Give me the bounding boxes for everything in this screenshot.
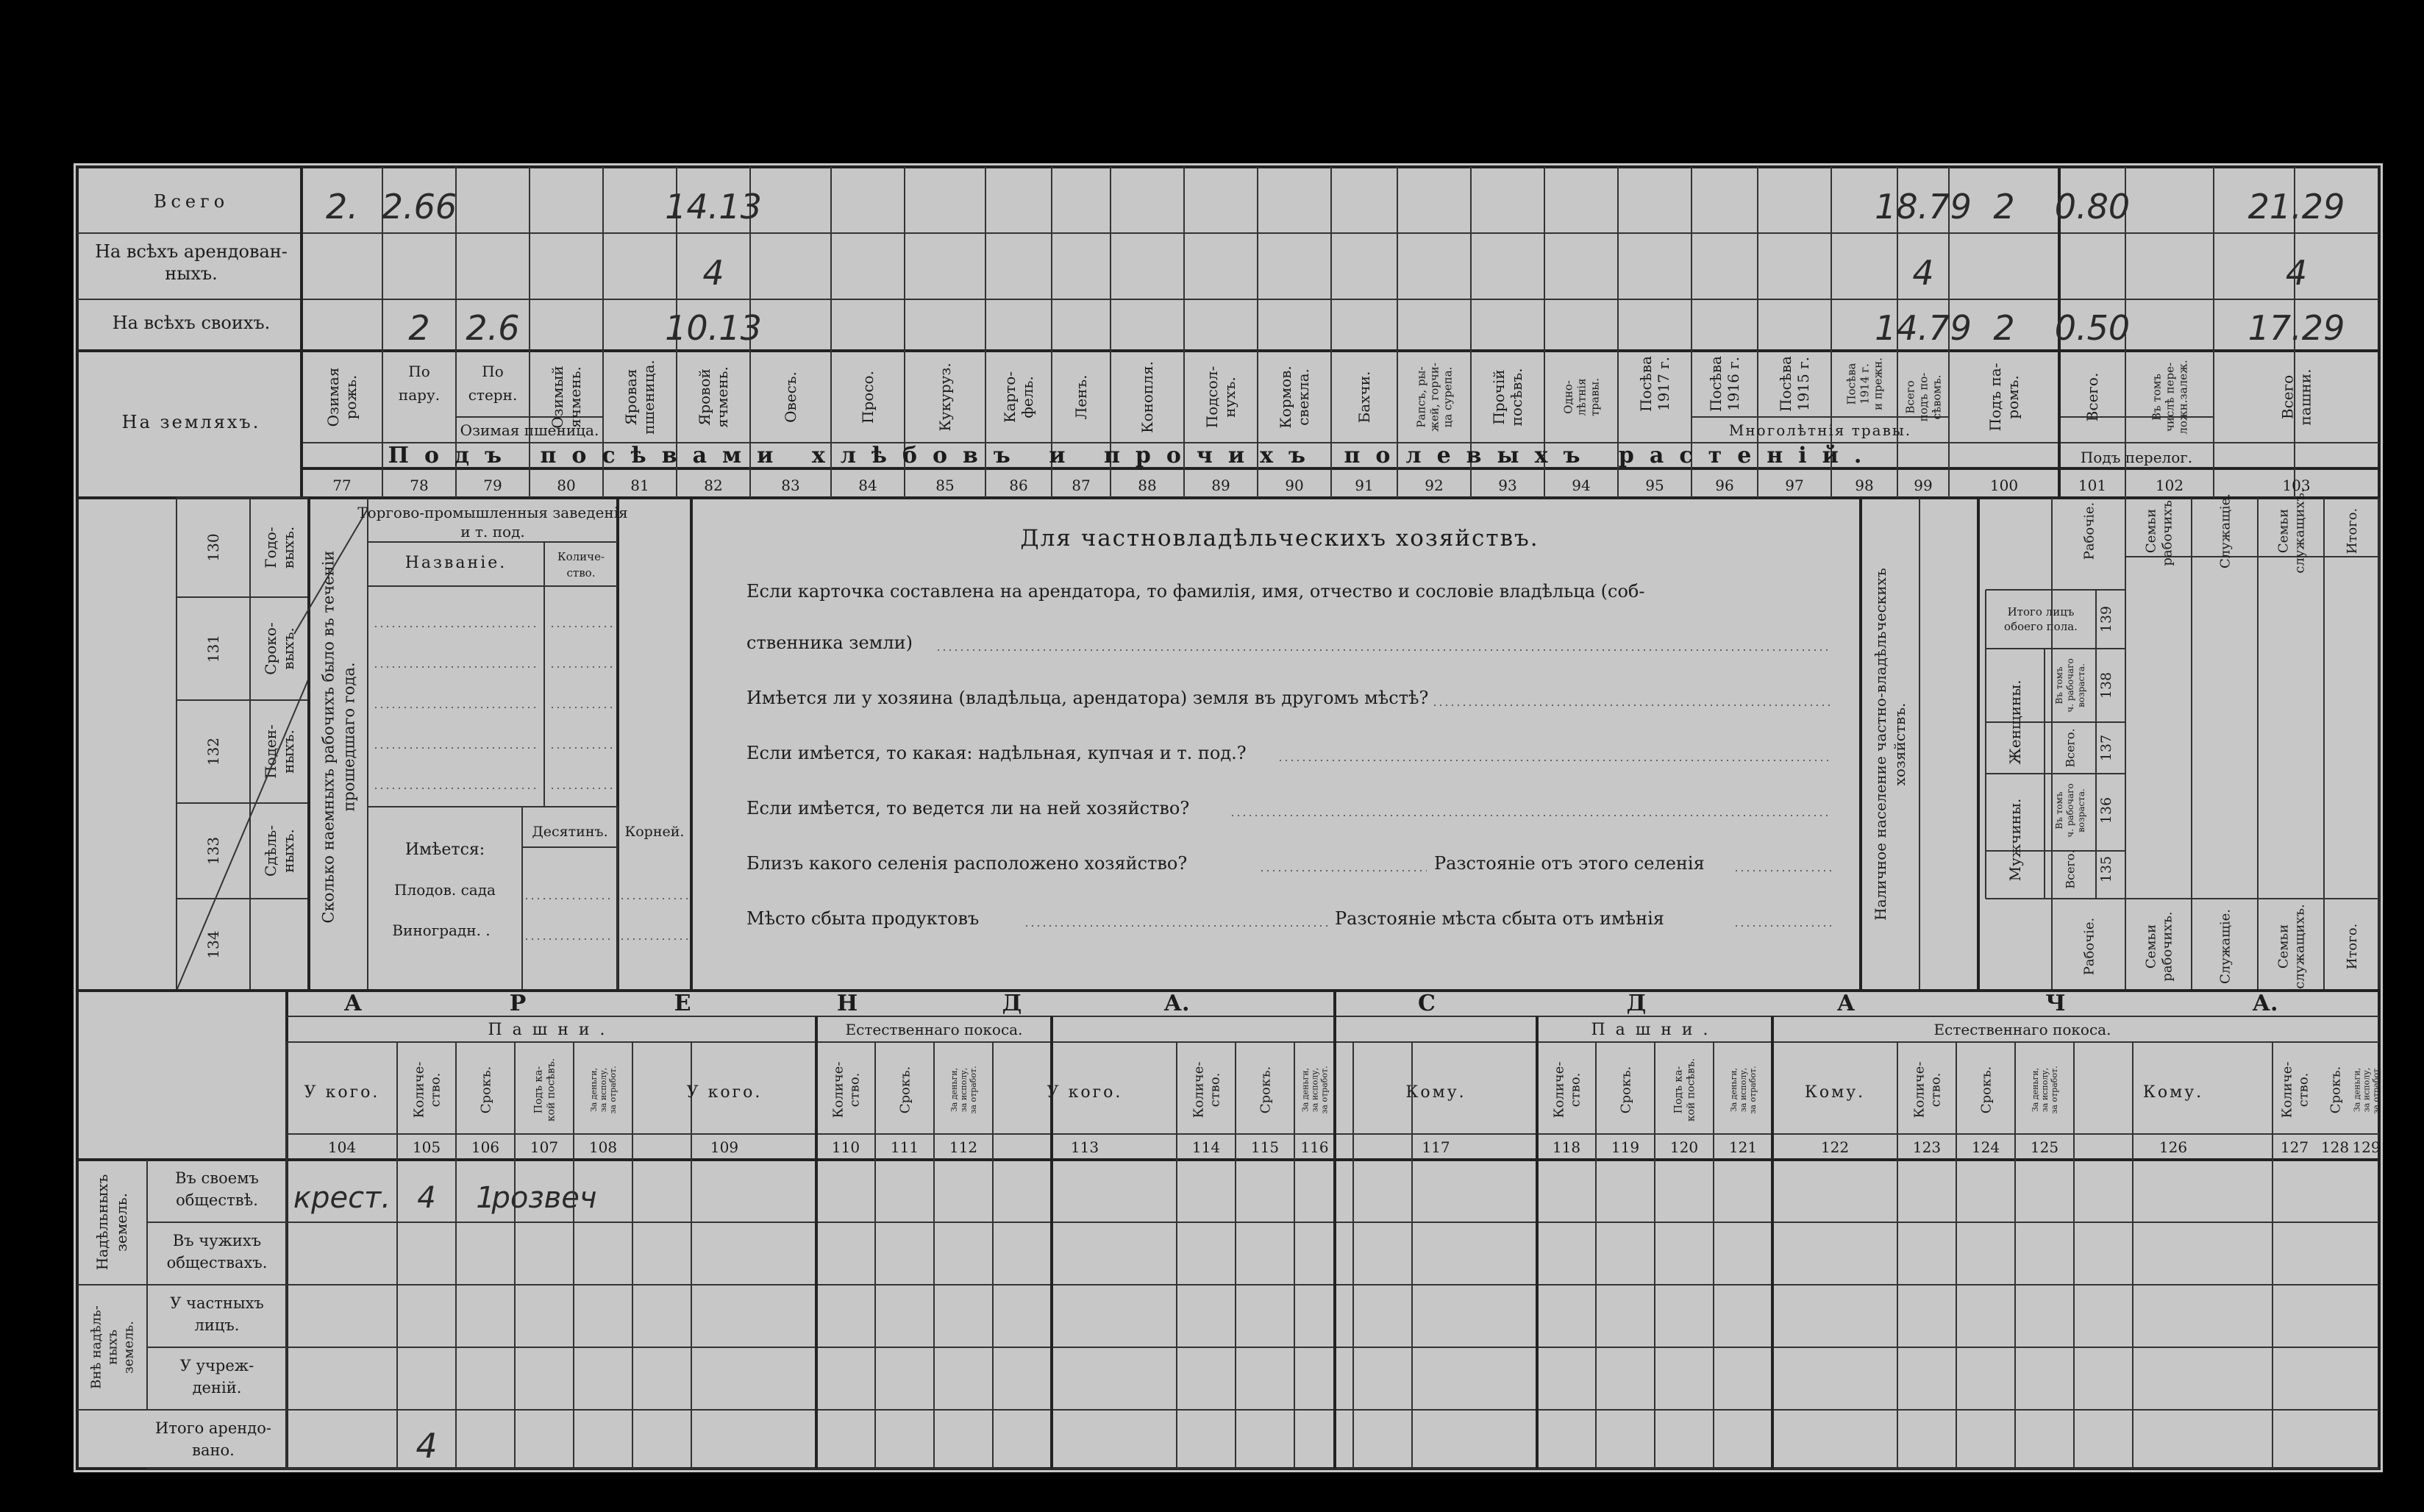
right-col-label: Семьи [2275, 508, 2292, 554]
column-number: 110 [831, 1138, 860, 1156]
crop-header: травы. [1588, 378, 1602, 416]
handwritten-value: 2.6 [466, 308, 520, 348]
column-number: 94 [1572, 477, 1591, 494]
right-col-label: Служащіе. [2217, 493, 2234, 568]
crop-header: Овесъ. [782, 371, 799, 423]
crop-header: 1916 г. [1725, 356, 1742, 412]
trade-nazvanie: Названіе. [404, 554, 507, 572]
column-number: 101 [2078, 477, 2107, 494]
hired-worker-label: выхъ. [279, 627, 297, 670]
column-number: 105 [412, 1138, 441, 1156]
column-number: 98 [1855, 477, 1874, 494]
crop-header: По [408, 363, 430, 380]
column-number: 86 [1009, 477, 1028, 494]
vinograd-label: Виноградн. . [392, 921, 491, 939]
header-za-dengi: за исполу, [1738, 1067, 1748, 1113]
header-za-dengi: За деньги, [1728, 1067, 1739, 1113]
header-za-dengi: за отработ. [607, 1066, 618, 1114]
imeetsya-label: Имѣется: [404, 841, 485, 859]
crop-header: Посѣва [1637, 356, 1655, 412]
arenda-letter: А [343, 991, 363, 1016]
column-number: 117 [1422, 1138, 1450, 1156]
form-title: Для частновладѣльческихъ хозяйствъ. [1020, 525, 1539, 552]
column-number: 139 [2098, 605, 2114, 633]
sdacha-letter: А [1836, 991, 1856, 1016]
estestv-label: Естественнаго покоса. [845, 1021, 1023, 1038]
trade-title: Торгово-промышленныя заведенія [357, 504, 628, 521]
row-label: деній. [192, 1379, 242, 1397]
header-srok: Срокъ. [897, 1066, 913, 1114]
handwritten-value: розвеч [491, 1181, 597, 1215]
column-number: 116 [1300, 1138, 1329, 1156]
crop-header: Карто- [1001, 371, 1019, 424]
column-number: 131 [204, 634, 222, 663]
pashni-label: Пашни. [1591, 1021, 1719, 1039]
column-number: 111 [890, 1138, 919, 1156]
column-number: 122 [1820, 1138, 1850, 1156]
column-number: 132 [204, 737, 222, 766]
korney-label: Корней. [624, 824, 685, 840]
crop-header: ца сурепа. [1441, 366, 1455, 428]
arenda-letter: Е [674, 991, 691, 1016]
right-col-label: Служащіе. [2217, 909, 2234, 984]
group-label-nadel: земель. [113, 1192, 130, 1252]
handwritten-value: 10.13 [665, 308, 762, 348]
crop-header: ложн.залеж. [2176, 360, 2190, 435]
header-kolichestvo: ство. [1928, 1072, 1944, 1108]
crop-header: Бахчи. [1355, 371, 1373, 424]
column-number: 109 [710, 1138, 739, 1156]
crop-header: Ленъ. [1072, 374, 1090, 420]
column-number: 136 [2098, 796, 2114, 824]
column-number: 81 [630, 477, 649, 494]
column-number: 129 [2352, 1138, 2381, 1156]
row-label: Въ чужихъ [172, 1232, 262, 1249]
crop-header: стерн. [468, 386, 518, 404]
column-number: 100 [1989, 477, 2019, 494]
band-text: Подъ посѣвами хлѣбовъ и прочихъ полевыхъ растеній. [388, 443, 1878, 468]
crop-header: 1917 г. [1655, 356, 1672, 412]
hired-worker-label: Годо- [262, 527, 279, 568]
pop-col-label: ч. рабочаго [2065, 783, 2076, 838]
column-number: 127 [2280, 1138, 2309, 1156]
hired-worker-label: Сроко- [262, 622, 279, 675]
ozimaya-pshenitsa-label: Озимая пшеница. [460, 421, 599, 439]
handwritten-value: 14.79 [1875, 308, 1972, 348]
column-number: 97 [1785, 477, 1804, 494]
hired-workers-vertical-label: прошедшаго года. [340, 662, 358, 812]
crop-header: Въ томъ [2150, 374, 2164, 421]
header-za-dengi: За деньги, [949, 1067, 959, 1113]
handwritten-value: 4 [416, 1426, 438, 1466]
pop-col-label: Въ томъ [2054, 791, 2065, 830]
pashni-label: Пашни. [488, 1021, 616, 1039]
right-col-label: Семьи [2143, 508, 2159, 554]
crop-header: пашни. [2296, 368, 2314, 426]
column-number: 84 [858, 477, 877, 494]
crop-header: Озимый [549, 365, 566, 429]
crop-header: ромъ. [2004, 375, 2022, 419]
hired-workers-vertical-label: Сколько наемныхъ рабочихъ было въ теченіи [319, 550, 338, 924]
column-number: 87 [1072, 477, 1091, 494]
crop-header: Прочій [1490, 369, 1508, 425]
handwritten-value: 2 [1993, 308, 2015, 348]
crop-header: Подсол- [1203, 365, 1221, 429]
crop-header: ячмень. [713, 366, 731, 428]
arenda-letter: Н [836, 991, 858, 1016]
crop-header: Рапсъ, ры- [1414, 366, 1428, 428]
header-kolichestvo: ство. [427, 1072, 443, 1108]
column-number: 93 [1498, 477, 1517, 494]
right-col-label: рабочихъ. [2159, 496, 2175, 566]
crop-header: сѣвомъ. [1930, 374, 1944, 420]
crop-header: Посѣва [1777, 356, 1794, 412]
handwritten-value: 18.79 [1875, 187, 1972, 227]
sdacha-letter: С [1418, 991, 1436, 1016]
column-number: 103 [2282, 477, 2311, 494]
row-label: Въ своемъ [175, 1169, 259, 1187]
crop-header: посѣвъ. [1508, 368, 1525, 427]
header-komu: Кому. [1804, 1083, 1866, 1102]
column-number: 138 [2098, 671, 2114, 699]
handwritten-value: 2.66 [381, 187, 457, 227]
handwritten-value: 2. [326, 187, 358, 227]
column-number: 137 [2098, 734, 2114, 762]
row-label: вано. [192, 1441, 235, 1459]
crop-header: Всего. [2083, 372, 2101, 422]
column-number: 92 [1425, 477, 1444, 494]
header-za-dengi: за исполу, [598, 1067, 608, 1113]
column-number: 130 [204, 533, 222, 562]
column-number: 104 [327, 1138, 357, 1156]
pop-col-label: возраста. [2076, 788, 2087, 832]
crop-header: 1915 г. [1794, 356, 1812, 412]
column-number: 118 [1552, 1138, 1581, 1156]
header-kolichestvo: ство. [2295, 1072, 2311, 1108]
handwritten-value: 2 [1993, 187, 2015, 227]
row-label: У учреж- [179, 1357, 254, 1374]
group-label-vne: ныхъ [104, 1330, 121, 1365]
crop-header: Одно- [1561, 380, 1575, 414]
header-za-dengi: за отработ. [968, 1066, 978, 1114]
column-number: 115 [1250, 1138, 1280, 1156]
pop-col-label: Всего. [2063, 849, 2078, 889]
form-line-village-distance: Разстояніе отъ этого селенія [1434, 853, 1705, 874]
population-label: хозяйствъ. [1891, 702, 1908, 786]
right-col-label: рабочихъ. [2159, 911, 2175, 982]
handwritten-value: 4 [702, 253, 724, 293]
row-label-svoikh: На всѣхъ своихъ. [112, 313, 271, 333]
handwritten-value: 4 [417, 1181, 436, 1215]
crop-header: жей, горчи- [1427, 363, 1441, 432]
column-number: 123 [1912, 1138, 1942, 1156]
header-za-dengi: за отработ. [2371, 1066, 2381, 1114]
sdacha-letter: Ч [2045, 991, 2066, 1016]
hired-worker-label: ныхъ. [279, 829, 297, 873]
column-number: 89 [1211, 477, 1230, 494]
header-kolichestvo: Количе- [1551, 1061, 1567, 1119]
handwritten-value: 17.29 [2247, 308, 2345, 348]
trade-title: и т. под. [460, 523, 525, 541]
column-number: 80 [557, 477, 576, 494]
pod-perelog-label: Подъ перелог. [2080, 449, 2193, 466]
handwritten-value: 4 [1912, 253, 1934, 293]
form-line-market-distance: Разстояніе мѣста сбыта отъ имѣнія [1335, 908, 1664, 929]
header-za-dengi: за исполу, [2361, 1067, 2372, 1113]
column-number: 82 [704, 477, 723, 494]
pop-col-label: возраста. [2076, 663, 2087, 707]
column-number: 124 [1971, 1138, 2000, 1156]
column-number: 77 [332, 477, 352, 494]
sdacha-letter: А. [2252, 991, 2278, 1016]
column-number: 134 [204, 930, 222, 959]
form-line-other-land: Имѣется ли у хозяина (владѣльца, арендатора) земля въ другомъ мѣстѣ? [746, 688, 1429, 708]
crop-header: Озимая [324, 367, 342, 427]
header-kolichestvo: Количе- [830, 1061, 846, 1119]
census-card [74, 163, 2383, 1472]
handwritten-value: 14.13 [665, 187, 762, 227]
crop-header: Конопля. [1138, 361, 1156, 433]
hired-worker-label: выхъ. [279, 526, 297, 569]
handwritten-value: 1 [476, 1181, 495, 1215]
population-label: Наличное население частно-владѣльческихъ [1872, 568, 1889, 921]
column-number: 106 [471, 1138, 500, 1156]
right-col-label: Рабочіе. [2081, 917, 2097, 976]
crop-header: 1914 г. [1858, 363, 1872, 404]
crop-header: Яровая [622, 368, 640, 426]
column-number: 128 [2320, 1138, 2350, 1156]
header-kolichestvo: ство. [846, 1072, 863, 1108]
sdacha-letter: Д [1626, 991, 1647, 1016]
desyatin-label: Десятинъ. [532, 824, 608, 840]
crop-header: свекла. [1294, 368, 1312, 426]
middle-section [77, 488, 2379, 991]
row-label: У частныхъ [170, 1294, 264, 1312]
header-za-dengi: за отработ. [1319, 1066, 1330, 1114]
column-number: 126 [2159, 1138, 2188, 1156]
header-srok: Срокъ. [478, 1066, 494, 1114]
bottom-section [77, 991, 2381, 1469]
header-srok: Срокъ. [1618, 1066, 1634, 1114]
row-label-arend-2: ныхъ. [165, 263, 218, 284]
header-za-dengi: за исполу, [958, 1067, 969, 1113]
handwritten-value: крест. [293, 1181, 391, 1215]
column-number: 90 [1285, 477, 1304, 494]
crop-header: лѣтнія [1575, 378, 1589, 416]
pop-col-label: Въ томъ [2054, 666, 2065, 705]
header-za-dengi: за отработ. [2049, 1066, 2059, 1114]
group-label-vne: Внѣ надѣль- [88, 1305, 104, 1389]
crop-header: ячмень. [566, 366, 584, 428]
crop-header: Подъ па- [1986, 363, 2004, 432]
pop-col-label: обоего пола. [2004, 620, 2078, 633]
group-label-nadel: Надѣльныхъ [93, 1174, 111, 1271]
arenda-letter: Р [509, 991, 527, 1016]
plodov-sada-label: Плодов. сада [394, 881, 496, 899]
header-za-dengi: за исполу, [1310, 1067, 1320, 1113]
header-kolichestvo: ство. [1567, 1072, 1583, 1108]
trade-kolichestvo: ство. [566, 566, 596, 580]
crop-header: Посѣва [1844, 363, 1858, 405]
header-pod-posev: Подъ ка- [532, 1066, 545, 1114]
column-number: 83 [781, 477, 800, 494]
estestv-label: Естественнаго покоса. [1933, 1021, 2111, 1038]
header-u-kogo: У кого. [686, 1083, 763, 1102]
column-number: 133 [204, 836, 222, 866]
handwritten-value: 21.29 [2247, 187, 2345, 227]
column-number: 91 [1355, 477, 1374, 494]
row-label: обществахъ. [166, 1254, 268, 1272]
column-number: 95 [1645, 477, 1664, 494]
column-number: 78 [410, 477, 429, 494]
header-kolichestvo: Количе- [1911, 1061, 1928, 1119]
form-line-owner: Если карточка составлена на арендатора, то фамилія, имя, отчество и сословіе владѣльца (соб- [746, 581, 1645, 602]
header-u-kogo: У кого. [304, 1083, 380, 1102]
column-number: 113 [1070, 1138, 1099, 1156]
hired-worker-label: Поден- [262, 724, 279, 779]
column-number: 96 [1715, 477, 1734, 494]
header-kolichestvo: Количе- [2279, 1061, 2295, 1119]
crop-header: Яровой [696, 368, 713, 426]
handwritten-value: 2 [408, 308, 430, 348]
crop-header: рожь. [342, 374, 360, 420]
trade-kolichestvo: Количе- [557, 550, 605, 563]
column-number: 107 [530, 1138, 559, 1156]
crop-header: нухъ. [1221, 377, 1238, 418]
handwritten-value: 0.80 [2054, 187, 2131, 227]
header-za-dengi: За деньги, [1300, 1067, 1311, 1113]
right-col-label: Рабочіе. [2081, 502, 2097, 560]
mnogoletnie-label: Многолѣтнія травы. [1728, 421, 1912, 439]
header-za-dengi: За деньги, [2030, 1067, 2040, 1113]
crop-header: фель. [1019, 376, 1036, 418]
crop-header: Всего [1903, 380, 1917, 414]
header-komu: Кому. [1405, 1083, 1466, 1102]
crop-header: и прежн. [1871, 357, 1885, 410]
column-number: 114 [1191, 1138, 1221, 1156]
crop-header: По [482, 363, 504, 380]
header-pod-posev: кой посѣвъ. [1685, 1058, 1697, 1122]
header-komu: Кому. [2142, 1083, 2204, 1102]
pop-col-label: Итого лицъ [2007, 605, 2075, 618]
form-line-village: Близъ какого селенія расположено хозяйство? [746, 853, 1188, 874]
crop-header: подъ по- [1917, 372, 1931, 422]
column-number: 85 [935, 477, 955, 494]
column-number: 119 [1611, 1138, 1640, 1156]
header-kolichestvo: ство. [1207, 1072, 1223, 1108]
crop-header: пшеница. [640, 360, 657, 435]
pop-col-label: ч. рабочаго [2065, 658, 2076, 713]
right-col-label: Итого. [2344, 507, 2360, 554]
right-col-label: служащихъ. [2292, 904, 2308, 989]
handwritten-value: 4 [2285, 253, 2308, 293]
row-label-arend-1: На всѣхъ арендован- [95, 241, 288, 262]
form-line-owner-cont: ственника земли) [746, 632, 913, 653]
row-label: обществѣ. [176, 1191, 258, 1209]
column-number: 125 [2030, 1138, 2059, 1156]
column-number: 99 [1914, 477, 1933, 494]
row-label-vsego: Всего [153, 191, 229, 212]
arenda-letter: Д [1002, 991, 1022, 1016]
right-col-label: Семьи [2275, 924, 2292, 969]
header-srok: Срокъ. [1978, 1066, 1995, 1114]
handwritten-value: 0.50 [2054, 308, 2131, 348]
header-za-dengi: За деньги, [588, 1067, 599, 1113]
column-number: 88 [1138, 477, 1157, 494]
pop-col-label: Всего. [2063, 728, 2078, 768]
header-pod-posev: Подъ ка- [1672, 1066, 1685, 1114]
column-number: 79 [483, 477, 502, 494]
column-number: 135 [2098, 855, 2114, 883]
column-number: 102 [2155, 477, 2184, 494]
header-za-dengi: за отработ. [1747, 1066, 1758, 1114]
column-number: 121 [1728, 1138, 1758, 1156]
crop-header: пару. [398, 386, 441, 404]
hired-worker-label: Сдѣль- [262, 824, 279, 877]
zhenshchiny-label: Женщины. [2006, 680, 2024, 765]
header-pod-posev: кой посѣвъ. [545, 1058, 557, 1122]
arenda-letter: А. [1163, 991, 1190, 1016]
header-kolichestvo: Количе- [1191, 1061, 1207, 1119]
row-label: Итого арендо- [155, 1419, 271, 1437]
header-za-dengi: За деньги, [2352, 1067, 2362, 1113]
crop-header: Всего [2278, 374, 2297, 420]
column-number: 112 [949, 1138, 978, 1156]
header-srok: Срокъ. [1258, 1066, 1274, 1114]
right-col-label: Семьи [2143, 924, 2159, 969]
header-za-dengi: за исполу, [2039, 1067, 2050, 1113]
form-line-market: Мѣсто сбыта продуктовъ [746, 908, 980, 929]
group-label-vne: земель. [121, 1320, 137, 1374]
right-col-label: служащихъ. [2292, 488, 2308, 574]
crop-header: числѣ пере- [2163, 362, 2177, 432]
header-srok: Срокъ. [2328, 1066, 2344, 1114]
crop-header: Кукуруз. [936, 363, 954, 432]
muzhchiny-label: Мужчины. [2006, 798, 2024, 882]
row-label-na-zemlyakh: На земляхъ. [121, 412, 261, 432]
crop-header: Посѣва [1707, 356, 1725, 412]
top-section [77, 167, 2379, 498]
census-form [74, 163, 2383, 1472]
hired-worker-label: ныхъ. [279, 730, 297, 774]
column-number: 108 [588, 1138, 618, 1156]
header-u-kogo: У кого. [1047, 1083, 1123, 1102]
right-col-label: Итого. [2344, 923, 2360, 970]
crop-header: Просо. [859, 371, 877, 424]
crop-header: Кормов. [1277, 365, 1294, 429]
header-kolichestvo: Количе- [411, 1061, 427, 1119]
form-line-land-type: Если имѣется, то какая: надѣльная, купчая и т. под.? [746, 743, 1247, 763]
form-line-farm: Если имѣется, то ведется ли на ней хозяйство? [746, 798, 1190, 819]
row-label: лицъ. [194, 1316, 240, 1334]
column-number: 120 [1669, 1138, 1699, 1156]
